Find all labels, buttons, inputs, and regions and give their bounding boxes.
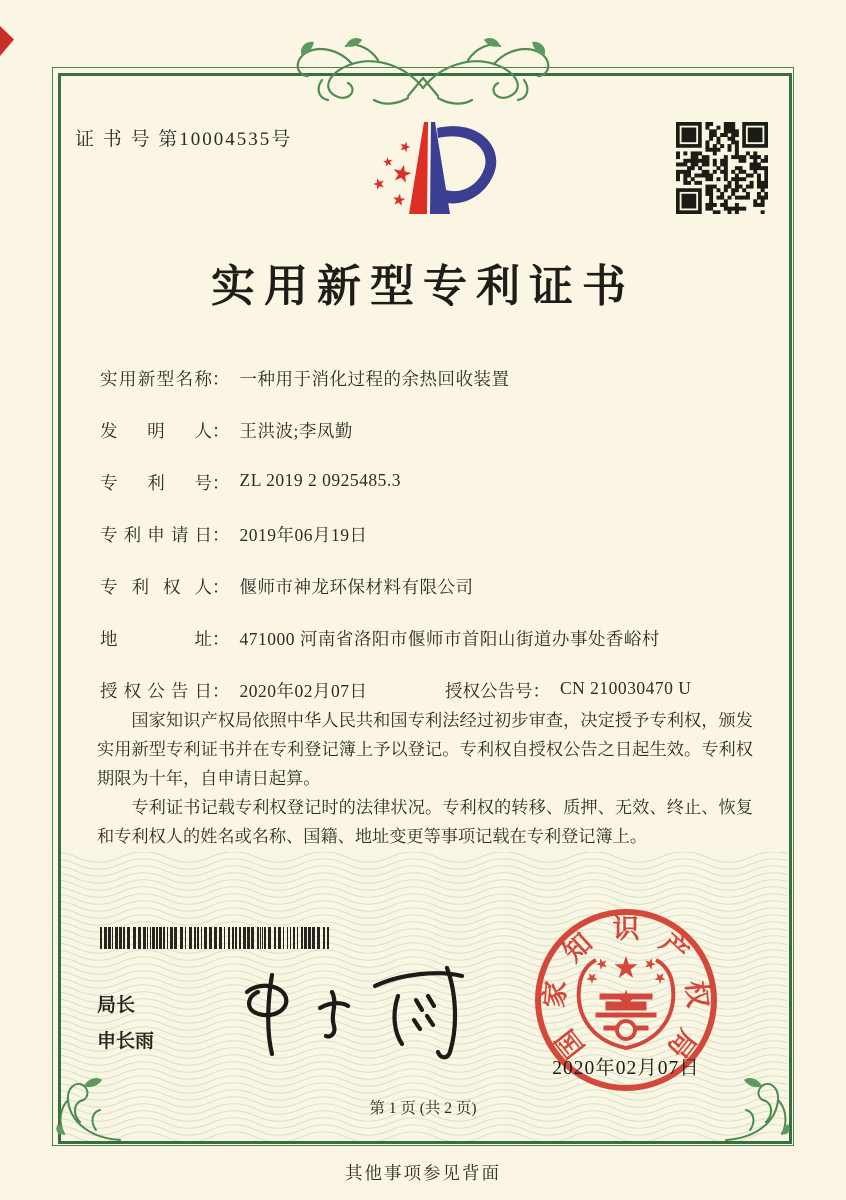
director-signature [228, 958, 478, 1068]
certificate-title: 实用新型专利证书 [211, 262, 635, 311]
svg-text:权: 权 [680, 979, 713, 1009]
field-value: 偃师市神龙环保材料有限公司 [239, 577, 474, 597]
field-value: 2019年06月19日 [239, 525, 368, 545]
field-label: 专利申请日 [100, 525, 212, 545]
certificate-number: 证 书 号 第10004535号 [75, 129, 293, 150]
barcode [100, 927, 332, 949]
svg-text:国: 国 [549, 1023, 591, 1064]
field-colon: ： [212, 369, 230, 389]
grant-number-pair [445, 678, 691, 703]
field-value: 2020年02月07日 [239, 681, 368, 701]
svg-text:产: 产 [654, 927, 695, 968]
qr-code [676, 122, 768, 214]
field-value: ZL 2019 2 0925485.3 [239, 470, 401, 490]
back-side-note: 其他事项参见背面 [345, 1163, 501, 1183]
national-emblem-icon [579, 958, 674, 1048]
field-row-inventor [100, 418, 770, 446]
seal-date: 2020年02月07日 [552, 1058, 700, 1079]
field-label: 专利权人 [100, 577, 212, 597]
field-colon: ： [212, 681, 230, 701]
legal-paragraph-2: 专利证书记载专利权登记时的法律状况。专利权的转移、质押、无效、终止、恢复和专利权人的姓名或名称、国籍、地址变更等事项记载在专利登记簿上。 [97, 798, 753, 846]
field-row-patent-no [100, 470, 770, 498]
svg-text:知: 知 [557, 927, 598, 968]
red-edge-mark [0, 26, 14, 56]
field-colon: ： [212, 421, 230, 441]
field-row-name [100, 366, 770, 394]
field-label: 实用新型名称 [100, 369, 212, 389]
field-label: 地址 [100, 629, 212, 649]
field-value: CN 210030470 U [560, 678, 692, 698]
field-value: 471000 河南省洛阳市偃师市首阳山街道办事处香峪村 [239, 629, 660, 649]
svg-text:局: 局 [661, 1023, 703, 1064]
field-label: 专利号 [100, 473, 212, 493]
field-row-grant [100, 678, 770, 706]
top-flourish-ornament [258, 28, 588, 112]
field-label: 授权公告日 [100, 681, 212, 701]
director-name-label: 申长雨 [97, 1031, 155, 1052]
certificate-fields [100, 366, 770, 730]
field-label: 授权公告号 [445, 681, 533, 701]
field-value: 一种用于消化过程的余热回收装置 [239, 369, 510, 389]
field-colon: ： [212, 629, 230, 649]
field-colon: ： [212, 473, 230, 493]
page-indicator: 第 1 页 (共 2 页) [369, 1100, 477, 1117]
svg-text:识: 识 [612, 914, 640, 944]
field-row-address [100, 626, 770, 654]
field-label: 发明人 [100, 421, 212, 441]
legal-paragraph-1: 国家知识产权局依照中华人民共和国专利法经过初步审查，决定授予专利权，颁发实用新型专利证书并在专利登记簿上予以登记。专利权自授权公告之日起生效。专利权期限为十年，自申请日起算。 [97, 711, 753, 788]
svg-text:家: 家 [539, 979, 572, 1009]
field-value: 王洪波;李凤勤 [239, 421, 353, 441]
field-row-patentee [100, 574, 770, 602]
field-row-filing-date [100, 522, 770, 550]
cnipa-logo-icon [353, 112, 513, 232]
field-colon: ： [212, 577, 230, 597]
field-colon: ： [212, 525, 230, 545]
field-colon: ： [532, 681, 550, 701]
director-title-label: 局长 [97, 995, 136, 1016]
legal-text [97, 706, 753, 851]
